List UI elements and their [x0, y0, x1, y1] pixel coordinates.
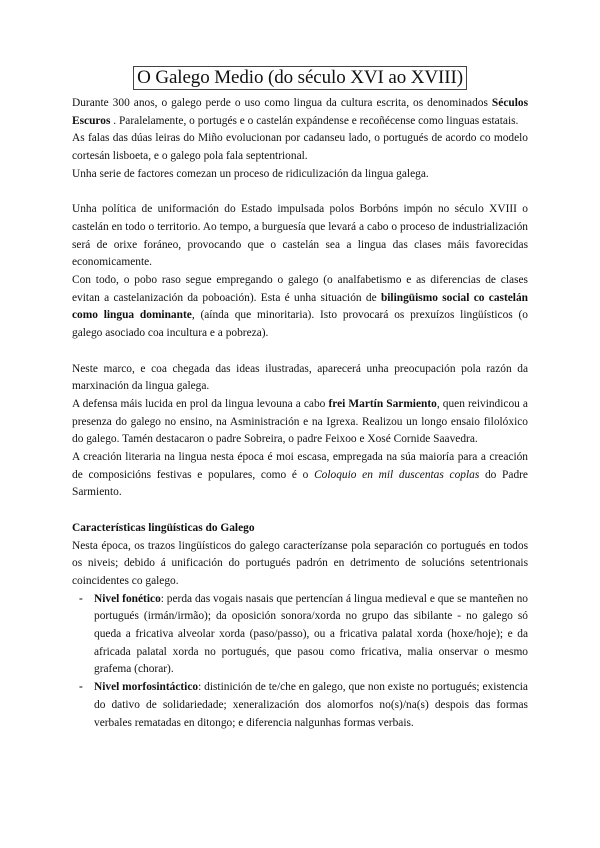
paragraph-8 — [72, 449, 528, 502]
list-item-phonetic — [79, 591, 528, 680]
paragraph-1 — [72, 95, 528, 130]
paragraph-gap — [72, 343, 528, 361]
list-item-morphosyntactic — [79, 679, 528, 732]
paragraph-5-text-a: Con todo, o pobo raso segue empregando o galego (o analfabetismo e as diferencias de clases evitan a castelanización da poboación). Esta é unha situación de — [72, 274, 528, 304]
paragraph-gap — [72, 502, 528, 520]
paragraph-4: Unha política de uniformación do Estado impulsada polos Borbóns impón no século XVIII o castelán en todo o territorio. Ao tempo, a burguesía que levará a cabo o proceso de industrialización será de orixe foráneo, provocando que o castelán sea a lingua das clases máis favorecidas economicamente. — [72, 203, 528, 269]
section-intro: Nesta época, os trazos lingüísticos do galego caracterízanse pola separación co portugués en todos os niveis; debido á unificación do portugués padrón en detrimento de solucións setentrionais coincidentes co galego. — [72, 539, 528, 587]
page-title: O Galego Medio (do século XVI ao XVIII) — [133, 66, 467, 90]
paragraph-7-text-a: A defensa máis lucida en prol da lingua levouna a cabo — [72, 397, 329, 410]
features-list — [72, 591, 528, 733]
paragraph-7-text-c: , quen reivindicou a presenza do galego no ensino, na Asministración e na Igrexa. Realizou un longo ensaio filolóxico do galego. Tamén destacaron o padre Sobreira, o padre Feixoo e Xosé Cornide Saavedra. — [72, 397, 528, 446]
paragraph-5-text-c: , (aínda que minoritaria). Isto provocará os prexuízos lingüísticos (o galego asociado coa incultura e a pobreza). — [72, 309, 528, 340]
paragraph-gap — [72, 184, 528, 202]
paragraph-6: Neste marco, e coa chegada das ideas ilustradas, aparecerá unha preocupación pola razón da marxinación da lingua galega. — [72, 362, 528, 393]
paragraph-2: As falas das dúas leiras do Miño evolucionan por cadanseu lado, o portugués de acordo co modelo cortesán lisboeta, e o galego pola fala septentrional. — [72, 132, 528, 163]
bullet-dash: - — [79, 592, 83, 605]
title-container — [0, 66, 600, 90]
list-item-text: : distinición de te/che en galego, que non existe no portugués; existencia do dativo de solidariedade; xeneralización dos alomorfos no(s)/na(s) despois das formas verbales rematadas en ditongo; e diferencia nalgunhas formas verbais. — [94, 681, 528, 729]
list-item-label: Nivel morfosintáctico — [94, 681, 199, 694]
paragraph-3: Unha serie de factores comezan un proceso de ridiculización da lingua galega. — [72, 167, 429, 180]
paragraph-1-text-a: Durante 300 anos, o galego perde o uso como lingua da cultura escrita, os denominados — [72, 97, 492, 109]
list-item-text: : perda das vogais nasais que pertencían á lingua medieval e que se manteñen no portugués (irmán/irmão); da oposición sonora/xorda no grupo das sibilante - no galego só queda a fricativa alveolar xorda (paso/passo), ou a fricativa palatal xorda (hoxe/hoje); e da africada palatal xorda no portugués, que pasou como fricativa, malia onservar o mesmo grafema (chorar). — [94, 592, 528, 676]
paragraph-1-bold: Séculos Escuros — [72, 97, 528, 127]
paragraph-8-text-c: do Padre Sarmiento. — [72, 468, 528, 499]
paragraph-7-bold: frei Martín Sarmiento — [328, 397, 437, 410]
section-heading: Características lingüísticas do Galego — [72, 521, 255, 534]
paragraph-7 — [72, 396, 528, 449]
paragraph-5-bold: bilingüismo social co castelán como lingua dominante — [72, 291, 528, 322]
paragraph-1-text-c: . Paralelamente, o portugés e o castelán expándense e recoñécense como linguas estatais. — [110, 114, 519, 127]
paragraph-5 — [72, 272, 528, 343]
paragraph-8-italic: Coloquio en mil duscentas coplas — [314, 468, 480, 481]
document-body — [72, 95, 528, 732]
bullet-dash: - — [79, 681, 83, 694]
paragraph-8-text-a: A creación literaria na lingua nesta época é moi escasa, empregada na súa maioría para a creación de composicións festivas e populares, como é o — [72, 451, 528, 481]
list-item-label: Nivel fonético — [94, 592, 161, 605]
